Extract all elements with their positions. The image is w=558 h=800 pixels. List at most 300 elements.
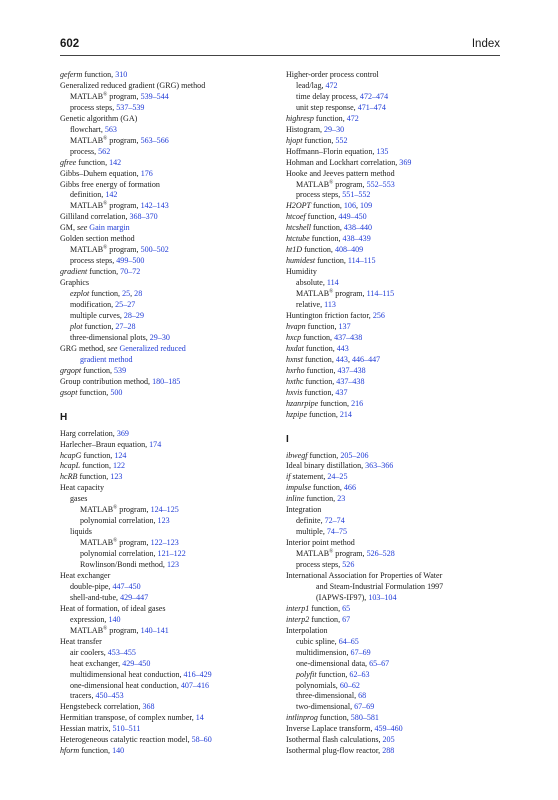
page-reference-link[interactable]: 25–27 — [115, 300, 136, 310]
entry-text: hform — [60, 746, 80, 756]
entry-text: program, — [333, 549, 367, 559]
page-reference-link[interactable]: 216 — [351, 398, 364, 408]
section-title: Index — [471, 38, 500, 50]
index-entry — [286, 147, 506, 158]
entry-text: Heat transfer — [60, 636, 102, 646]
index-entry — [60, 169, 280, 180]
page-reference-link[interactable]: 539 — [114, 365, 127, 375]
index-entry — [60, 366, 280, 377]
page-reference-link[interactable]: 526–528 — [366, 549, 395, 559]
index-entry — [286, 377, 506, 388]
index-subentry — [60, 538, 280, 549]
entry-text: statement, — [290, 472, 328, 482]
entry-text: polynomial correlation, — [80, 516, 158, 526]
page-reference-link[interactable]: 437–438 — [336, 376, 365, 386]
index-subentry — [60, 494, 280, 505]
entry-text: Group contribution method, — [60, 376, 153, 386]
index-column-right — [286, 70, 506, 757]
registered-mark: ® — [103, 135, 108, 142]
entry-text: Huntington friction factor, — [286, 310, 373, 320]
page-reference-link[interactable]: 471–474 — [357, 102, 386, 112]
entry-text: hcRB — [60, 472, 78, 482]
page-reference-link[interactable]: 135 — [376, 146, 389, 156]
page-reference-link[interactable]: 27–28 — [115, 321, 136, 331]
index-subentry — [60, 147, 280, 158]
page-reference-link[interactable]: 109 — [360, 201, 373, 211]
page-reference-link[interactable]: 443 — [335, 354, 348, 364]
index-subentry — [286, 300, 506, 311]
index-entry — [286, 505, 506, 516]
page-reference-link[interactable]: 472–474 — [359, 91, 389, 101]
entry-text: Harg correlation, — [60, 428, 117, 438]
entry-text: function, — [82, 70, 116, 79]
page-reference-link[interactable]: 14 — [195, 713, 204, 723]
entry-text: function, — [77, 472, 111, 482]
entry-text: program, — [107, 135, 141, 145]
entry-text: ht1D — [286, 245, 303, 255]
index-entry — [60, 440, 280, 451]
page-reference-link[interactable]: 416–429 — [183, 669, 212, 679]
index-entry — [286, 571, 506, 582]
page-reference-link[interactable]: 123 — [110, 472, 123, 482]
entry-text: polynomials, — [296, 680, 340, 690]
index-entry — [60, 637, 280, 648]
entry-text: hjopt — [286, 135, 303, 145]
index-entry — [286, 494, 506, 505]
entry-text: Graphics — [60, 278, 90, 288]
index-column-left — [60, 70, 280, 757]
page-reference-link[interactable]: 64–65 — [338, 636, 359, 646]
page-reference-link[interactable]: 67–69 — [354, 702, 375, 712]
entry-text: program, — [117, 505, 151, 515]
entry-text: definite, — [296, 516, 325, 526]
entry-text: Humidity — [286, 267, 317, 277]
page-reference-link[interactable]: 124–125 — [150, 505, 179, 515]
entry-text: htcshell — [286, 223, 312, 233]
page-reference-link[interactable]: 140 — [108, 614, 121, 624]
page-reference-link[interactable]: 28–29 — [123, 310, 144, 320]
entry-text: hzanrpipe — [286, 398, 319, 408]
entry-text: time delay process, — [296, 91, 360, 101]
entry-text: Interior point method — [286, 538, 355, 548]
index-subentry — [286, 516, 506, 527]
index-entry — [286, 451, 506, 462]
page-reference-link[interactable]: 438–439 — [342, 234, 371, 244]
index-subentry — [286, 702, 506, 713]
index-entry — [286, 399, 506, 410]
page-reference-link[interactable]: 288 — [382, 746, 395, 756]
index-entry — [286, 223, 506, 234]
index-entry — [60, 604, 280, 615]
page-reference-link[interactable]: 65–67 — [369, 658, 390, 668]
entry-text: see — [107, 343, 118, 353]
page-reference-link[interactable]: 174 — [149, 439, 162, 449]
page-reference-link[interactable]: 122–123 — [150, 538, 179, 548]
page-reference-link[interactable]: 106 — [343, 201, 356, 211]
index-entry — [286, 388, 506, 399]
entry-text: function, — [82, 321, 116, 331]
index-subentry — [60, 322, 280, 333]
index-subentry — [60, 582, 280, 593]
page-reference-link[interactable]: 526 — [342, 560, 355, 570]
index-subentry — [286, 593, 506, 604]
entry-text: function, — [303, 343, 337, 353]
page-reference-link[interactable]: 551–552 — [342, 190, 371, 200]
page-reference-link[interactable]: 142 — [109, 157, 122, 167]
entry-text: flowchart, — [70, 124, 105, 134]
page-reference-link[interactable]: 140 — [112, 746, 125, 756]
index-entry — [286, 169, 506, 180]
index-entry — [286, 538, 506, 549]
entry-text: function, — [317, 713, 351, 723]
index-entry — [60, 234, 280, 245]
page-reference-link[interactable]: 310 — [115, 70, 128, 79]
entry-text: Hengstebeck correlation, — [60, 702, 143, 712]
page-reference-link[interactable]: 449–450 — [338, 212, 367, 222]
header-rule — [60, 55, 500, 56]
page-reference-link[interactable]: 450–453 — [95, 691, 124, 701]
entry-text: three-dimensional, — [296, 691, 359, 701]
page-reference-link[interactable]: 58–60 — [191, 735, 212, 745]
entry-text: humidest — [286, 256, 316, 266]
page-reference-link[interactable]: 113 — [324, 300, 336, 310]
index-entry — [60, 724, 280, 735]
page-header — [60, 38, 500, 54]
entry-text: if — [286, 472, 291, 482]
page-reference-link[interactable]: 72–74 — [324, 516, 345, 526]
index-entry — [286, 746, 506, 757]
page-reference-link[interactable]: 437–438 — [337, 365, 366, 375]
registered-mark: ® — [113, 504, 118, 511]
page-reference-link[interactable]: 408–409 — [334, 245, 364, 255]
page-reference-link[interactable]: 368–370 — [129, 212, 158, 222]
entry-text: two-dimensional, — [296, 702, 355, 712]
index-subentry — [286, 691, 506, 702]
index-subentry — [286, 560, 506, 571]
entry-text: Genetic algorithm (GA) — [60, 113, 138, 123]
index-subentry — [60, 190, 280, 201]
entry-text: hzpipe — [286, 409, 308, 419]
page-reference-link[interactable]: 67–69 — [350, 647, 371, 657]
page-reference-link[interactable]: gradient method — [80, 354, 133, 364]
entry-text: function, — [311, 201, 344, 211]
page-reference-link[interactable]: 369 — [116, 428, 129, 438]
entry-text: MATLAB — [70, 201, 104, 211]
page-reference-link[interactable]: 74–75 — [326, 527, 347, 537]
page-reference-link[interactable]: 443 — [336, 343, 349, 353]
page-reference-link[interactable]: 114 — [326, 278, 339, 288]
entry-text: function, — [76, 157, 110, 167]
registered-mark: ® — [329, 178, 334, 185]
index-entry — [286, 472, 506, 483]
entry-text: function, — [87, 267, 121, 277]
page-reference-link[interactable]: 67 — [342, 614, 351, 624]
page-reference-link[interactable]: 205 — [382, 735, 395, 745]
page-reference-link[interactable]: 407–416 — [180, 680, 210, 690]
entry-text: GRG method, — [60, 343, 108, 353]
entry-text: Heat of formation, of ideal gases — [60, 603, 166, 613]
index-entry — [286, 355, 506, 366]
registered-mark: ® — [329, 288, 334, 295]
index-subentry — [60, 245, 280, 256]
page-reference-link[interactable]: 122 — [112, 461, 126, 471]
entry-text: ibwegf — [286, 450, 308, 460]
entry-text: hxcp — [286, 332, 302, 342]
index-entry — [286, 136, 506, 147]
page-reference-link[interactable]: 24–25 — [327, 472, 348, 482]
entry-text: Higher-order process control — [286, 70, 379, 79]
page-reference-link[interactable]: 453–455 — [107, 647, 136, 657]
page-reference-link[interactable]: 510–511 — [112, 724, 141, 734]
page-reference-link[interactable]: 123 — [157, 516, 170, 526]
entry-text: htcoef — [286, 212, 306, 222]
entry-text: function, — [80, 461, 113, 471]
page-reference-link[interactable]: 68 — [358, 691, 367, 701]
page-reference-link[interactable]: 114–115 — [347, 256, 376, 266]
entry-text: gsopt — [60, 387, 78, 397]
page-reference-link[interactable]: 368 — [142, 702, 155, 712]
page-reference-link[interactable]: 142 — [105, 190, 118, 200]
entry-text: gradient — [60, 267, 88, 277]
entry-text: hxdat — [286, 343, 304, 353]
entry-text: hxvis — [286, 387, 303, 397]
page-reference-link[interactable]: 121–122 — [157, 549, 186, 559]
entry-text: function, — [307, 409, 340, 419]
index-subentry — [286, 681, 506, 692]
entry-text: H2OPT — [286, 201, 312, 211]
page-reference-link[interactable]: 176 — [140, 168, 153, 178]
entry-text: GM, — [60, 223, 77, 233]
page-reference-link[interactable]: 537–539 — [116, 102, 145, 112]
entry-text: see — [77, 223, 88, 233]
entry-text: Golden section method — [60, 234, 135, 244]
index-entry — [286, 114, 506, 125]
registered-mark: ® — [103, 200, 108, 207]
page-reference-link[interactable]: 29–30 — [149, 332, 170, 342]
registered-mark: ® — [113, 537, 118, 544]
registered-mark: ® — [103, 625, 108, 632]
entry-text: gfree — [60, 157, 77, 167]
page-reference-link[interactable]: 499–500 — [116, 256, 145, 266]
entry-text: Gibbs free energy of formation — [60, 179, 160, 189]
entry-text: cubic spline, — [296, 636, 339, 646]
index-entry — [60, 461, 280, 472]
index-entry — [60, 388, 280, 399]
index-entry — [60, 571, 280, 582]
page-reference-link[interactable]: 369 — [399, 157, 412, 167]
page-reference-link[interactable]: 29–30 — [324, 124, 345, 134]
entry-text: highresp — [286, 113, 314, 123]
page-reference-link[interactable]: 205–206 — [340, 450, 369, 460]
entry-text: double-pipe, — [70, 581, 113, 591]
page-reference-link[interactable]: 580–581 — [350, 713, 379, 723]
entry-text: program, — [117, 538, 151, 548]
page-reference-link[interactable]: 563–566 — [140, 135, 169, 145]
page-reference-link[interactable]: 437 — [335, 387, 348, 397]
entry-text: function, — [302, 135, 336, 145]
entry-text: Integration — [286, 505, 322, 515]
entry-text: one-dimensional data, — [296, 658, 370, 668]
page-reference-link[interactable]: 28 — [134, 289, 143, 299]
entry-text: interp1 — [286, 603, 310, 613]
index-subentry — [60, 527, 280, 538]
index-subentry — [60, 681, 280, 692]
registered-mark: ® — [103, 91, 108, 98]
entry-text: Hessian matrix, — [60, 724, 113, 734]
page-reference-link[interactable]: 438–440 — [343, 223, 373, 233]
index-subentry — [60, 125, 280, 136]
entry-text: definition, — [70, 190, 106, 200]
index-entry — [286, 483, 506, 494]
index-subentry — [286, 180, 506, 191]
page-reference-link[interactable]: 363–366 — [365, 461, 394, 471]
entry-text: function, — [304, 494, 338, 504]
index-subentry — [60, 92, 280, 103]
index-entry — [60, 451, 280, 462]
index-entry — [60, 429, 280, 440]
page-reference-link[interactable]: 256 — [372, 310, 385, 320]
entry-text: multiple, — [296, 527, 327, 537]
entry-text: MATLAB — [70, 625, 104, 635]
entry-text: program, — [333, 289, 367, 299]
entry-text: function, — [304, 365, 338, 375]
index-subentry — [60, 136, 280, 147]
page-reference-link[interactable]: 500 — [110, 387, 123, 397]
page-reference-link[interactable]: 103–104 — [368, 592, 397, 602]
page-reference-link[interactable]: 140–141 — [140, 625, 169, 635]
entry-text: modification, — [70, 300, 116, 310]
page-reference-link[interactable]: 437–438 — [334, 332, 363, 342]
entry-text: lead/lag, — [296, 80, 326, 90]
index-subentry — [60, 615, 280, 626]
page-reference-link[interactable]: 466 — [343, 483, 356, 493]
entry-text: geferm — [60, 70, 83, 79]
index-entry — [286, 267, 506, 278]
index-entry — [286, 234, 506, 245]
entry-text: interp2 — [286, 614, 310, 624]
entry-text: function, — [305, 212, 339, 222]
page-reference-link[interactable]: 123 — [166, 560, 180, 570]
page-reference-link[interactable]: 459–460 — [374, 724, 403, 734]
page-reference-link[interactable]: 472 — [325, 80, 338, 90]
index-subentry — [60, 256, 280, 267]
page-reference-link[interactable]: 500–502 — [140, 245, 169, 255]
page-reference-link[interactable]: 552–553 — [366, 179, 395, 189]
page-reference-link[interactable]: 25 — [122, 289, 131, 299]
entry-text: function, — [89, 289, 123, 299]
entry-text: MATLAB — [70, 245, 104, 255]
entry-text: process steps, — [70, 102, 117, 112]
entry-text: function, — [315, 256, 348, 266]
entry-text: Heat exchanger — [60, 570, 111, 580]
entry-text: liquids — [70, 527, 92, 537]
page-reference-link[interactable]: 429–447 — [120, 592, 149, 602]
page-reference-link[interactable]: Gain margin — [89, 223, 130, 233]
index-entry — [286, 125, 506, 136]
entry-text: International Association for Properties of Water — [286, 570, 443, 580]
index-entry — [60, 735, 280, 746]
index-entry — [286, 245, 506, 256]
entry-text: program, — [333, 179, 367, 189]
entry-text: expression, — [70, 614, 109, 624]
index-entry — [286, 604, 506, 615]
index-entry — [60, 344, 280, 355]
page-reference-link[interactable]: 23 — [337, 494, 346, 504]
index-entry — [60, 702, 280, 713]
entry-text: MATLAB — [70, 91, 104, 101]
page-reference-link[interactable]: 214 — [339, 409, 352, 419]
index-entry — [286, 333, 506, 344]
page-reference-link[interactable]: 539–544 — [140, 91, 169, 101]
index-entry — [286, 322, 506, 333]
page-reference-link[interactable]: 60–62 — [339, 680, 360, 690]
page-reference-link[interactable]: 562 — [98, 146, 111, 156]
page-reference-link[interactable]: 70–72 — [120, 267, 141, 277]
entry-text: inline — [286, 494, 305, 504]
index-subentry — [60, 691, 280, 702]
index-subentry — [286, 648, 506, 659]
page-reference-link[interactable]: 65 — [342, 603, 351, 613]
page-reference-link[interactable]: Generalized reduced — [119, 343, 186, 353]
index-entry — [60, 278, 280, 289]
index-subentry — [286, 190, 506, 201]
page-reference-link[interactable]: 472 — [346, 113, 359, 123]
entry-text: and Steam-Industrial Formulation 1997 — [316, 581, 444, 591]
entry-text: program, — [107, 91, 141, 101]
page-reference-link[interactable]: 446–447 — [351, 354, 381, 364]
index-subentry — [60, 549, 280, 560]
index-entry — [286, 626, 506, 637]
entry-text: intlinprog — [286, 713, 318, 723]
entry-text: Gilliland correlation, — [60, 212, 130, 222]
page-reference-link[interactable]: 137 — [338, 321, 351, 331]
entry-text: Isothermal flash calculations, — [286, 735, 383, 745]
page-reference-link[interactable]: 447–450 — [112, 581, 141, 591]
page-reference-link[interactable]: 180–185 — [152, 376, 181, 386]
entry-text: MATLAB — [296, 179, 330, 189]
index-subentry — [286, 103, 506, 114]
entry-text: Hohman and Lockhart correlation, — [286, 157, 400, 167]
page-reference-link[interactable]: 124 — [114, 450, 127, 460]
section-letter-h: H — [60, 411, 68, 423]
section-letter-i: I — [286, 433, 289, 445]
index-subentry — [60, 659, 280, 670]
page-reference-link[interactable]: 62–63 — [349, 669, 370, 679]
index-subentry — [60, 626, 280, 637]
entry-text: Hoffmann–Florin equation, — [286, 146, 377, 156]
index-subentry — [286, 278, 506, 289]
index-entry — [286, 615, 506, 626]
page-reference-link[interactable]: 142–143 — [140, 201, 169, 211]
page-reference-link[interactable]: 563 — [104, 124, 117, 134]
index-entry — [286, 410, 506, 421]
page-reference-link[interactable]: 114–115 — [366, 289, 395, 299]
index-entry — [60, 746, 280, 757]
entry-text: Hooke and Jeeves pattern method — [286, 168, 395, 178]
entry-text: function, — [313, 113, 347, 123]
index-subentry — [286, 637, 506, 648]
index-subentry — [60, 103, 280, 114]
page-reference-link[interactable]: 552 — [335, 135, 348, 145]
page-reference-link[interactable]: 429–450 — [122, 658, 151, 668]
index-subentry — [60, 670, 280, 681]
entry-text: multidimension, — [296, 647, 351, 657]
entry-text: polyfit — [296, 669, 317, 679]
entry-text: Gibbs–Duhem equation, — [60, 168, 141, 178]
entry-text: function, — [309, 234, 343, 244]
entry-text: tracers, — [70, 691, 96, 701]
index-entry — [60, 70, 280, 81]
